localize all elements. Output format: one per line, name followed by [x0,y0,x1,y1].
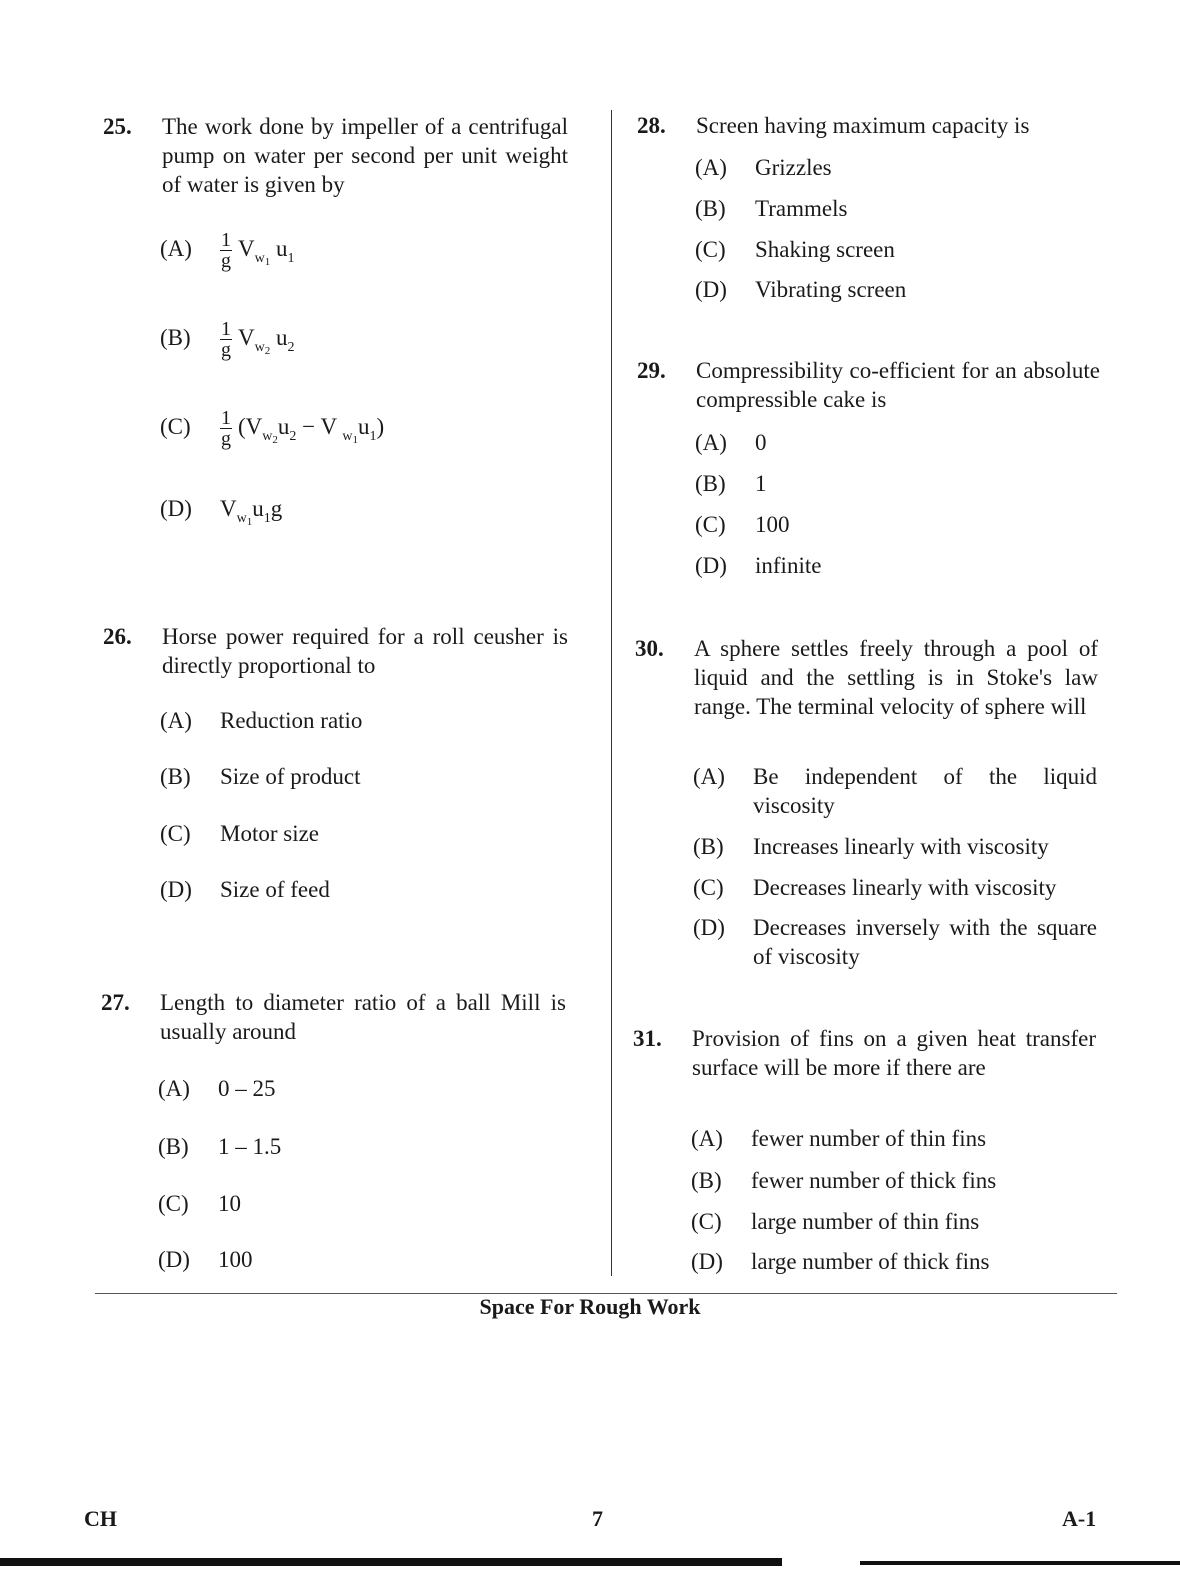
question-30 [635,634,1105,974]
option-d: (D) infinite [695,553,822,578]
option-a: (A) Reduction ratio [160,708,363,733]
question-text: Length to diameter ratio of a ball Mill is usually around [160,990,566,1044]
option-d: (D) large number of thick fins [691,1249,990,1274]
question-28 [637,111,1107,311]
footer-page-number: 7 [592,1506,603,1531]
question-text: Horse power required for a roll ceusher is directly proportional to [162,624,568,678]
question-number: 30. [635,636,664,661]
question-text: Screen having maximum capacity is [696,113,1030,138]
option-d: (D) Size of feed [160,877,330,902]
option-c: (C) 100 [695,512,790,537]
fraction: $\frac{1}{g}$ [221,229,231,272]
question-number: 28. [637,113,666,138]
question-text: Provision of fins on a given heat transfer surface will be more if there are [692,1026,1096,1080]
question-27 [101,988,571,1278]
question-25 [103,112,573,532]
option-b: (B) Increases linearly with viscosity [693,834,1049,859]
option-a: (A) $\frac{1}{g}$ $V_{w_1}$ $u_1$ [160,229,295,272]
question-number: 29. [637,358,666,383]
option-c: (C) Shaking screen [695,237,895,262]
question-number: 31. [633,1026,662,1051]
bottom-rule-left [0,1558,782,1566]
fraction: $\frac{1}{g}$ [221,407,231,450]
option-b: (B) $\frac{1}{g}$ $V_{w_2}$ $u_2$ [160,318,295,361]
option-c: (C) Motor size [160,821,320,846]
bottom-rule-right [860,1561,1180,1565]
question-number: 25. [103,114,132,139]
option-a: (A) Grizzles [695,155,832,180]
option-c: (C) 10 [158,1191,241,1216]
option-a: (A) 0 – 25 [158,1076,276,1101]
question-number: 26. [103,624,132,649]
option-b: (B) Size of product [160,764,361,789]
rough-work-heading: Space For Rough Work [479,1294,701,1319]
option-a: (A) 0 [695,430,767,455]
option-b: (B) fewer number of thick fins [691,1168,997,1193]
option-label: (C) [160,413,191,439]
question-text: The work done by impeller of a centrifugal pump on water per second per unit weight of water is given by [162,114,568,197]
fraction: $\frac{1}{g}$ [221,318,231,361]
question-number: 27. [101,990,130,1015]
question-text: Compressibility co-efficient for an absolute compressible cake is [696,358,1100,412]
option-label: (D) [160,496,192,521]
option-c: (C) $\frac{1}{g}$ ($V_{w_2}u_2 - V$ $_{w_1}u_1$) [160,407,385,450]
option-c: (C) Decreases linearly with viscosity [693,875,1057,900]
option-d: (D) 100 [158,1247,253,1272]
option-label: (A) [160,235,192,261]
option-b: (B) 1 – 1.5 [158,1134,282,1159]
option-b: (B) Trammels [695,196,848,221]
option-label: (B) [160,324,191,350]
footer-subject-code: CH [84,1506,117,1531]
option-d: (D) Decreases inversely with the square of viscosity [693,915,1097,969]
option-d: (D) $V_{w_1}u_1g$ [160,496,283,528]
question-29 [637,356,1107,586]
option-b: (B) 1 [695,471,767,496]
question-26 [103,622,573,912]
option-a: (A) Be independent of the liquid viscosity [693,764,1097,818]
footer-series-code: A-1 [1062,1506,1097,1531]
column-divider [611,110,612,1276]
option-a: (A) fewer number of thin fins [691,1126,987,1151]
question-text: A sphere settles freely through a pool of liquid and the settling is in Stoke's law range. The terminal velocity of sphere will [694,636,1098,719]
option-c: (C) large number of thin fins [691,1209,980,1234]
option-d: (D) Vibrating screen [695,277,907,302]
question-31 [633,1024,1103,1279]
